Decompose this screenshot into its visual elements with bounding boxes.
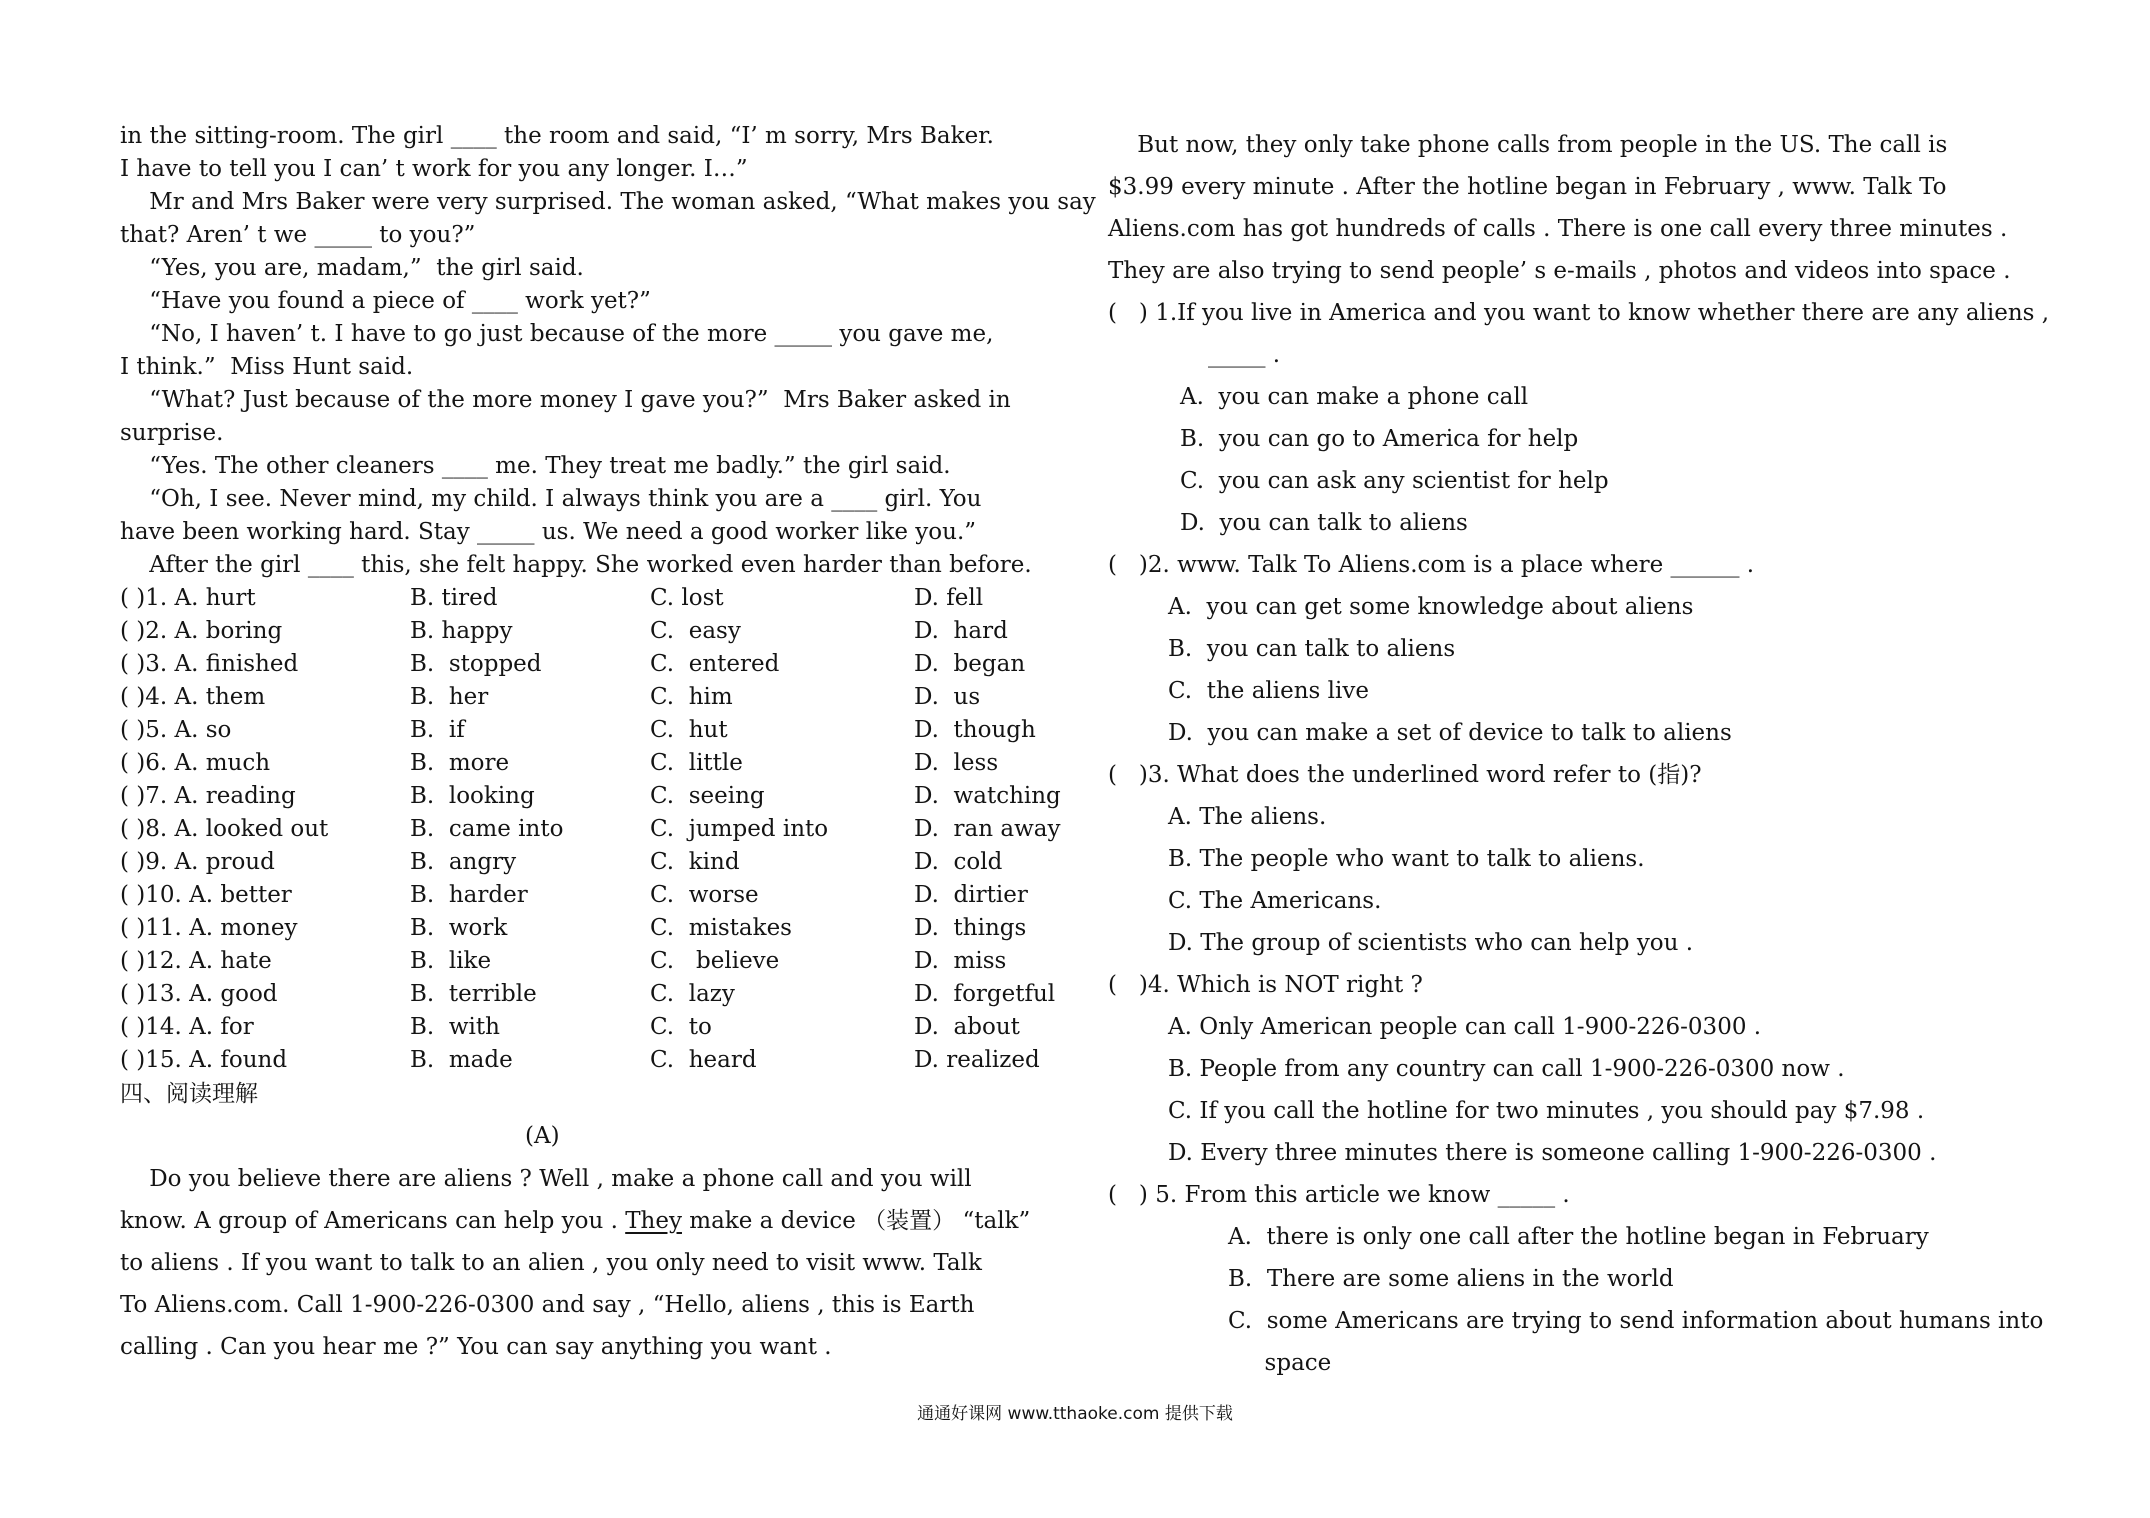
cloze-question-number: ( )2. A. boring — [120, 618, 283, 644]
answer-option: B. The people who want to talk to aliens. — [1168, 846, 1645, 872]
cloze-option-b: B. looking — [410, 783, 535, 809]
passage-line: that? Aren’ t we _____ to you?” — [120, 222, 476, 248]
cloze-option-b: B. with — [410, 1014, 500, 1040]
passage-line: Aliens.com has got hundreds of calls . There is one call every three minutes . — [1108, 216, 2008, 242]
answer-option: A. Only American people can call 1-900-226-0300 . — [1168, 1014, 1762, 1040]
cloze-option-b: B. more — [410, 750, 510, 776]
cloze-option-c: C. seeing — [650, 783, 765, 809]
passage-line: calling . Can you hear me ?” You can say anything you want . — [120, 1334, 832, 1360]
answer-option: A. The aliens. — [1168, 804, 1327, 830]
cloze-option-b: B. work — [410, 915, 508, 941]
cloze-option-b: B. happy — [410, 618, 513, 644]
passage-line: To Aliens.com. Call 1-900-226-0300 and say , “Hello, aliens , this is Earth — [120, 1292, 975, 1318]
passage-text: know. A group of Americans can help you . — [120, 1208, 626, 1234]
passage-line: in the sitting-room. The girl ____ the room and said, “I’ m sorry, Mrs Baker. — [120, 123, 994, 149]
answer-option: C. some Americans are trying to send information about humans into — [1228, 1308, 2044, 1334]
cloze-option-c: C. heard — [650, 1047, 757, 1073]
question-stem-continued: _____ . — [1208, 342, 1281, 368]
cloze-option-b: B. angry — [410, 849, 517, 875]
passage-line: But now, they only take phone calls from people in the US. The call is — [1108, 132, 1948, 158]
passage-text: make a device （装置） “talk” — [681, 1208, 1031, 1234]
passage-line: Mr and Mrs Baker were very surprised. The woman asked, “What makes you say — [120, 189, 1096, 215]
underlined-word: They — [625, 1208, 682, 1234]
passage-line: “What? Just because of the more money I gave you?” Mrs Baker asked in — [120, 387, 1011, 413]
section-title: 四、阅读理解 — [120, 1081, 258, 1107]
passage-line: $3.99 every minute . After the hotline began in February , www. Talk To — [1108, 174, 1947, 200]
passage-line: They are also trying to send people’ s e-mails , photos and videos into space . — [1108, 258, 2011, 284]
question-stem: ( )2. www. Talk To Aliens.com is a place where ______ . — [1108, 552, 1755, 578]
answer-option: B. you can go to America for help — [1180, 426, 1579, 452]
cloze-option-b: B. stopped — [410, 651, 542, 677]
passage-line: to aliens . If you want to talk to an alien , you only need to visit www. Talk — [120, 1250, 982, 1276]
question-stem: ( ) 1.If you live in America and you want to know whether there are any aliens , — [1108, 300, 2050, 326]
cloze-question-number: ( )4. A. them — [120, 684, 266, 710]
cloze-option-c: C. worse — [650, 882, 759, 908]
question-stem: ( )4. Which is NOT right ? — [1108, 972, 1423, 998]
cloze-option-c: C. him — [650, 684, 733, 710]
cloze-question-number: ( )11. A. money — [120, 915, 298, 941]
page-footer: 通通好课网 www.tthaoke.com 提供下载 — [917, 1404, 1233, 1424]
answer-option: D. Every three minutes there is someone calling 1-900-226-0300 . — [1168, 1140, 1937, 1166]
cloze-question-number: ( )13. A. good — [120, 981, 278, 1007]
passage-line: “No, I haven’ t. I have to go just because of the more _____ you gave me, — [120, 321, 994, 347]
cloze-question-number: ( )3. A. finished — [120, 651, 299, 677]
cloze-question-number: ( )12. A. hate — [120, 948, 272, 974]
cloze-option-d: D. about — [914, 1014, 1020, 1040]
cloze-option-c: C. little — [650, 750, 743, 776]
answer-option: B. There are some aliens in the world — [1228, 1266, 1674, 1292]
cloze-option-d: D. dirtier — [914, 882, 1028, 908]
cloze-option-c: C. entered — [650, 651, 780, 677]
cloze-option-b: B. if — [410, 717, 465, 743]
cloze-option-d: D. realized — [914, 1047, 1040, 1073]
cloze-option-c: C. lazy — [650, 981, 735, 1007]
cloze-option-b: B. made — [410, 1047, 513, 1073]
cloze-option-b: B. tired — [410, 585, 498, 611]
cloze-option-b: B. harder — [410, 882, 528, 908]
cloze-question-number: ( )1. A. hurt — [120, 585, 256, 611]
question-stem: ( )3. What does the underlined word refer to (指)? — [1108, 762, 1702, 788]
cloze-option-d: D. fell — [914, 585, 984, 611]
answer-option: C. you can ask any scientist for help — [1180, 468, 1609, 494]
answer-option: D. you can talk to aliens — [1180, 510, 1468, 536]
cloze-option-d: D. us — [914, 684, 981, 710]
cloze-question-number: ( )10. A. better — [120, 882, 292, 908]
cloze-option-b: B. terrible — [410, 981, 537, 1007]
answer-option: A. you can get some knowledge about aliens — [1168, 594, 1694, 620]
cloze-question-number: ( )6. A. much — [120, 750, 271, 776]
cloze-option-b: B. came into — [410, 816, 564, 842]
answer-option: C. the aliens live — [1168, 678, 1369, 704]
cloze-option-d: D. watching — [914, 783, 1061, 809]
cloze-option-c: C. lost — [650, 585, 724, 611]
passage-line: I think.” Miss Hunt said. — [120, 354, 414, 380]
question-stem: ( ) 5. From this article we know _____ . — [1108, 1182, 1570, 1208]
passage-line — [120, 1207, 1030, 1235]
answer-option: C. The Americans. — [1168, 888, 1382, 914]
cloze-question-number: ( )9. A. proud — [120, 849, 275, 875]
answer-option: A. you can make a phone call — [1180, 384, 1529, 410]
passage-line: “Yes. The other cleaners ____ me. They treat me badly.” the girl said. — [120, 453, 951, 479]
cloze-option-d: D. forgetful — [914, 981, 1056, 1007]
cloze-option-c: C. to — [650, 1014, 712, 1040]
cloze-question-number: ( )7. A. reading — [120, 783, 296, 809]
answer-option: B. People from any country can call 1-900-226-0300 now . — [1168, 1056, 1845, 1082]
cloze-option-d: D. miss — [914, 948, 1007, 974]
passage-line: have been working hard. Stay _____ us. We need a good worker like you.” — [120, 519, 977, 545]
cloze-option-d: D. less — [914, 750, 999, 776]
passage-line: “Yes, you are, madam,” the girl said. — [120, 255, 584, 281]
cloze-option-c: C. believe — [650, 948, 780, 974]
passage-line: Do you believe there are aliens ? Well , make a phone call and you will — [120, 1166, 972, 1192]
cloze-option-c: C. jumped into — [650, 816, 829, 842]
answer-option: B. you can talk to aliens — [1168, 636, 1456, 662]
passage-line: surprise. — [120, 420, 224, 446]
cloze-option-b: B. her — [410, 684, 489, 710]
cloze-option-d: D. began — [914, 651, 1026, 677]
answer-option: A. there is only one call after the hotline began in February — [1228, 1224, 1929, 1250]
cloze-option-d: D. cold — [914, 849, 1003, 875]
answer-option: D. you can make a set of device to talk to aliens — [1168, 720, 1732, 746]
cloze-option-d: D. though — [914, 717, 1036, 743]
answer-option: space — [1228, 1350, 1332, 1376]
cloze-option-c: C. kind — [650, 849, 740, 875]
cloze-option-c: C. hut — [650, 717, 728, 743]
passage-label: (A) — [525, 1123, 560, 1149]
cloze-option-b: B. like — [410, 948, 492, 974]
answer-option: C. If you call the hotline for two minutes , you should pay $7.98 . — [1168, 1098, 1925, 1124]
passage-line: After the girl ____ this, she felt happy. She worked even harder than before. — [120, 552, 1032, 578]
cloze-option-d: D. ran away — [914, 816, 1061, 842]
cloze-option-d: D. hard — [914, 618, 1008, 644]
cloze-option-c: C. mistakes — [650, 915, 792, 941]
cloze-option-d: D. things — [914, 915, 1027, 941]
cloze-question-number: ( )15. A. found — [120, 1047, 288, 1073]
passage-line: “Oh, I see. Never mind, my child. I always think you are a ____ girl. You — [120, 486, 982, 512]
cloze-question-number: ( )5. A. so — [120, 717, 232, 743]
cloze-option-c: C. easy — [650, 618, 741, 644]
answer-option: D. The group of scientists who can help you . — [1168, 930, 1694, 956]
cloze-question-number: ( )8. A. looked out — [120, 816, 329, 842]
cloze-question-number: ( )14. A. for — [120, 1014, 254, 1040]
passage-line: “Have you found a piece of ____ work yet?” — [120, 288, 651, 314]
passage-line: I have to tell you I can’ t work for you any longer. I…” — [120, 156, 748, 182]
